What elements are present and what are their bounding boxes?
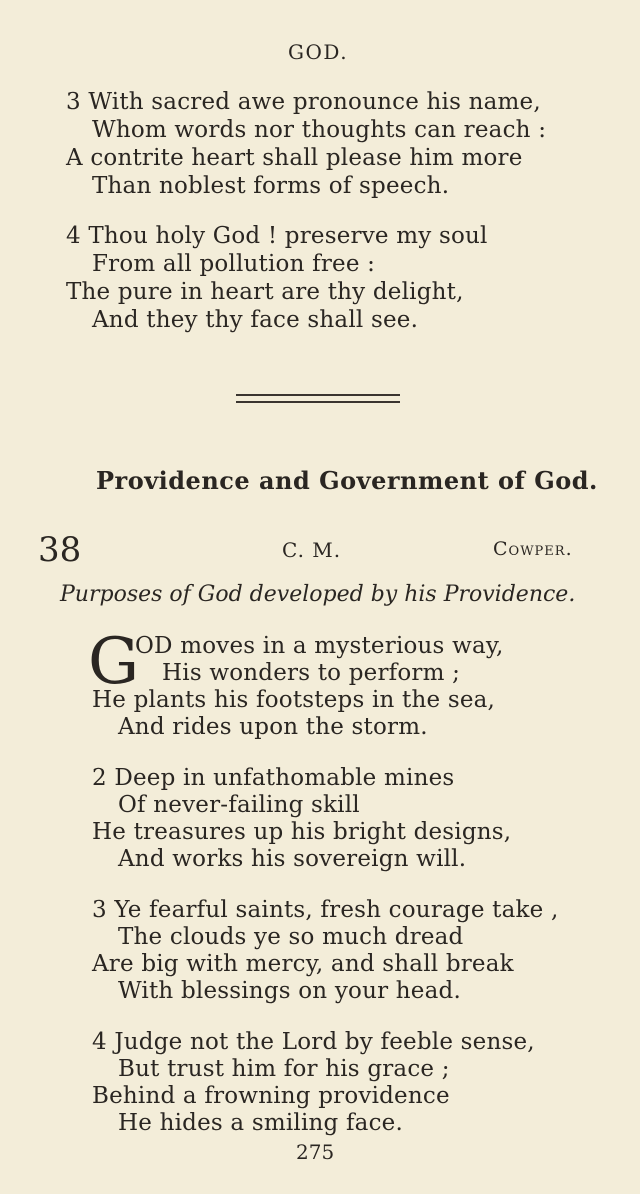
verse-line: 2 Deep in unfathomable mines <box>92 765 455 791</box>
verse-line: A contrite heart shall please him more <box>66 145 523 171</box>
verse-line: 4 Thou holy God ! preserve my soul <box>66 223 488 249</box>
verse-line: His wonders to perform ; <box>162 660 461 686</box>
section-heading: Providence and Government of God. <box>96 466 598 495</box>
verse-line: With blessings on your head. <box>118 978 461 1004</box>
verse-line: OD moves in a mysterious way, <box>135 633 504 659</box>
verse-line: 4 Judge not the Lord by feeble sense, <box>92 1029 535 1055</box>
hymn-subtitle: Purposes of God developed by his Providence. <box>60 582 576 607</box>
verse-line: Whom words nor thoughts can reach : <box>92 117 547 143</box>
drop-cap: G <box>88 625 140 699</box>
verse-line: The clouds ye so much dread <box>118 924 464 950</box>
hymn-number: 38 <box>38 530 82 570</box>
verse-line: Of never-failing skill <box>118 792 360 818</box>
verse-line: Than noblest forms of speech. <box>92 173 450 199</box>
hymn-author: Cowper. <box>493 538 573 560</box>
verse-line: And rides upon the storm. <box>118 714 428 740</box>
verse-line: The pure in heart are thy delight, <box>66 279 464 305</box>
verse-line: He hides a smiling face. <box>118 1110 403 1136</box>
page-number: 275 <box>296 1140 335 1164</box>
verse-line: 3 Ye fearful saints, fresh courage take , <box>92 897 559 923</box>
verse-line: And they thy face shall see. <box>92 307 419 333</box>
running-head: GOD. <box>288 40 349 64</box>
verse-line: He treasures up his bright designs, <box>92 819 512 845</box>
verse-line: From all pollution free : <box>92 251 376 277</box>
verse-line: And works his sovereign will. <box>118 846 467 872</box>
divider-rule <box>236 394 400 396</box>
divider-rule <box>236 401 400 403</box>
verse-line: Are big with mercy, and shall break <box>92 951 514 977</box>
hymn-meter: C. M. <box>282 538 342 562</box>
verse-line: He plants his footsteps in the sea, <box>92 687 496 713</box>
verse-line: But trust him for his grace ; <box>118 1056 450 1082</box>
verse-line: 3 With sacred awe pronounce his name, <box>66 89 541 115</box>
verse-line: Behind a frowning providence <box>92 1083 450 1109</box>
